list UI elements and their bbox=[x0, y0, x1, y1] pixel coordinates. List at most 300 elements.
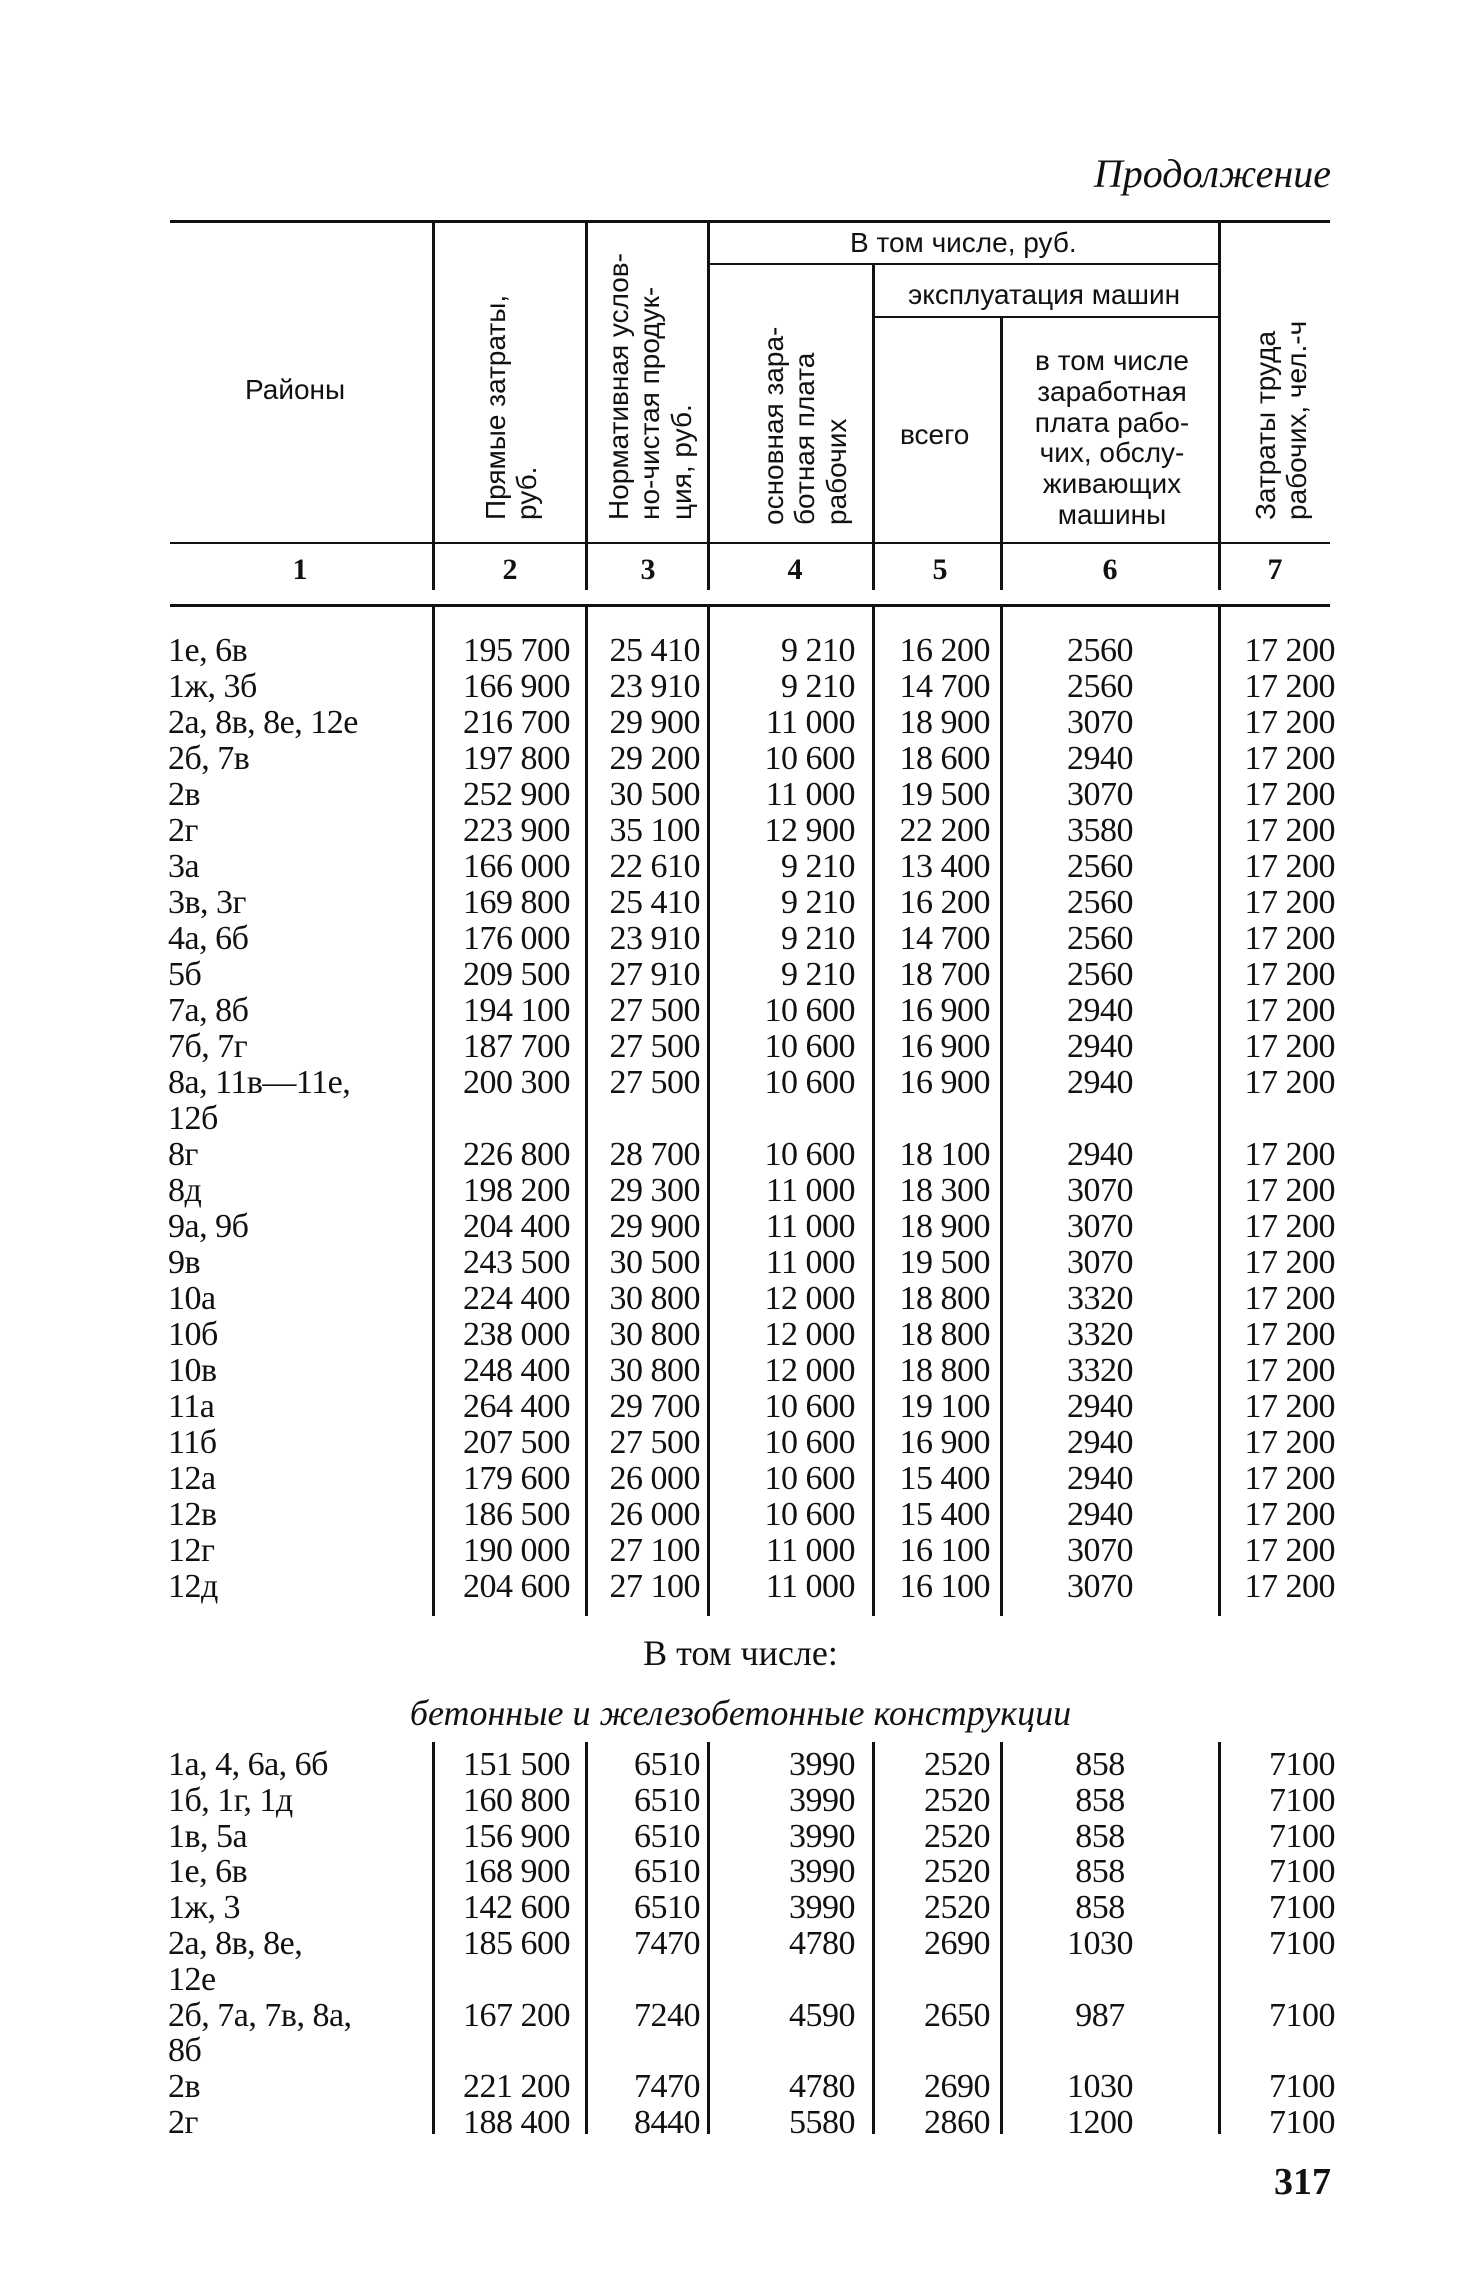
base-wage-cell: 4590 bbox=[789, 1996, 855, 2034]
normative-product-cell: 25 410 bbox=[609, 632, 700, 669]
district-cell: 5б bbox=[168, 956, 202, 993]
machine-total-cell: 18 800 bbox=[899, 1316, 990, 1353]
direct-costs-cell: 221 200 bbox=[463, 2068, 570, 2106]
machine-wage-cell: 858 bbox=[1075, 1853, 1125, 1891]
base-wage-cell: 11 000 bbox=[765, 704, 855, 741]
district-cell: 1а, 4, 6а, 6б bbox=[168, 1746, 328, 1783]
machine-wage-cell: 2940 bbox=[1067, 1424, 1133, 1461]
machine-wage-cell: 858 bbox=[1075, 1889, 1125, 1927]
labor-costs-cell: 17 200 bbox=[1244, 1388, 1335, 1425]
machine-wage-cell: 1030 bbox=[1067, 2068, 1133, 2106]
table-row bbox=[0, 1818, 1481, 1854]
labor-costs-cell: 17 200 bbox=[1244, 1028, 1335, 1065]
header-separator bbox=[432, 222, 435, 590]
base-wage-cell: 10 600 bbox=[764, 1424, 855, 1461]
machine-total-cell: 18 900 bbox=[899, 1208, 990, 1245]
table-row bbox=[0, 1100, 1481, 1136]
header-separator bbox=[1218, 222, 1221, 590]
subsection-title: В том числе: bbox=[643, 1633, 838, 1673]
labor-costs-cell: 17 200 bbox=[1244, 1316, 1335, 1353]
machine-wage-cell: 987 bbox=[1075, 1996, 1125, 2034]
table-row bbox=[0, 1496, 1481, 1532]
base-wage-cell: 9 210 bbox=[781, 668, 855, 705]
machine-total-cell: 2860 bbox=[924, 2104, 990, 2141]
labor-costs-cell: 17 200 bbox=[1244, 740, 1335, 777]
machine-wage-cell: 3070 bbox=[1067, 1172, 1133, 1209]
table-row bbox=[0, 632, 1481, 668]
base-wage-cell: 12 000 bbox=[764, 1280, 855, 1317]
machine-wage-cell: 858 bbox=[1075, 1781, 1125, 1819]
machine-wage-cell: 2560 bbox=[1067, 668, 1133, 705]
machine-total-cell: 14 700 bbox=[899, 668, 990, 705]
normative-product-cell: 29 900 bbox=[609, 1208, 700, 1245]
machine-wage-cell: 3070 bbox=[1067, 704, 1133, 741]
machine-wage-cell: 1030 bbox=[1067, 1925, 1133, 1962]
labor-costs-cell: 7100 bbox=[1269, 1746, 1335, 1783]
machine-total-cell: 19 500 bbox=[899, 1244, 990, 1281]
district-cell: 1е, 6в bbox=[168, 632, 248, 669]
machine-total-cell: 16 900 bbox=[899, 1028, 990, 1065]
machine-total-cell: 18 100 bbox=[899, 1136, 990, 1173]
machine-wage-cell: 3070 bbox=[1067, 1244, 1133, 1281]
base-wage-cell: 12 000 bbox=[764, 1352, 855, 1389]
table-row bbox=[0, 1280, 1481, 1316]
header-base-wage: основная зара- ботная плата рабочих bbox=[758, 326, 852, 525]
district-cell: 10а bbox=[168, 1280, 216, 1317]
district-cell: 1ж, 3 bbox=[168, 1889, 240, 1927]
machine-wage-cell: 3070 bbox=[1067, 776, 1133, 813]
normative-product-cell: 35 100 bbox=[609, 812, 700, 849]
header-bottom-rule bbox=[170, 542, 1330, 544]
table-top-rule bbox=[170, 220, 1330, 223]
machine-wage-cell: 2560 bbox=[1067, 632, 1133, 669]
labor-costs-cell: 7100 bbox=[1269, 1853, 1335, 1891]
direct-costs-cell: 209 500 bbox=[463, 956, 570, 993]
column-number: 2 bbox=[502, 553, 518, 586]
table-row bbox=[0, 2104, 1481, 2140]
district-cell: 12е bbox=[168, 1960, 216, 1998]
numbers-bottom-rule bbox=[170, 604, 1330, 607]
machine-total-cell: 16 900 bbox=[899, 992, 990, 1029]
direct-costs-cell: 151 500 bbox=[463, 1746, 570, 1783]
labor-costs-cell: 17 200 bbox=[1244, 1460, 1335, 1497]
direct-costs-cell: 197 800 bbox=[463, 740, 570, 777]
base-wage-cell: 10 600 bbox=[764, 992, 855, 1029]
machine-wage-cell: 3320 bbox=[1067, 1280, 1133, 1317]
district-cell: 3а bbox=[168, 848, 200, 885]
labor-costs-cell: 17 200 bbox=[1244, 956, 1335, 993]
normative-product-cell: 27 910 bbox=[609, 956, 700, 993]
district-cell: 12а bbox=[168, 1460, 216, 1497]
machine-wage-cell: 3320 bbox=[1067, 1352, 1133, 1389]
header-direct-costs: Прямые затраты, руб. bbox=[480, 294, 543, 520]
machine-total-cell: 2520 bbox=[924, 1746, 990, 1783]
normative-product-cell: 27 100 bbox=[609, 1568, 700, 1605]
direct-costs-cell: 195 700 bbox=[463, 632, 570, 669]
district-cell: 2б, 7в bbox=[168, 740, 250, 777]
district-cell: 1в, 5а bbox=[168, 1817, 248, 1855]
district-cell: 10б bbox=[168, 1316, 218, 1353]
machine-total-cell: 18 800 bbox=[899, 1280, 990, 1317]
table-row bbox=[0, 1352, 1481, 1388]
machine-total-cell: 19 100 bbox=[899, 1388, 990, 1425]
district-cell: 12б bbox=[168, 1100, 218, 1137]
table-row bbox=[0, 1316, 1481, 1352]
district-cell: 1ж, 3б bbox=[168, 668, 257, 705]
base-wage-cell: 9 210 bbox=[781, 632, 855, 669]
machine-wage-cell: 2940 bbox=[1067, 1496, 1133, 1533]
normative-product-cell: 26 000 bbox=[609, 1460, 700, 1497]
header-normative-product: Нормативная услов- но-чистая продук- ция, руб. bbox=[603, 253, 697, 520]
base-wage-cell: 10 600 bbox=[764, 1496, 855, 1533]
table-row bbox=[0, 1064, 1481, 1100]
table-row bbox=[0, 1172, 1481, 1208]
table-row bbox=[0, 1460, 1481, 1496]
district-cell: 11б bbox=[168, 1424, 217, 1461]
normative-product-cell: 30 500 bbox=[609, 1244, 700, 1281]
machine-total-cell: 2690 bbox=[924, 1925, 990, 1962]
district-cell: 12д bbox=[168, 1568, 218, 1605]
machine-total-cell: 16 900 bbox=[899, 1064, 990, 1101]
table-row bbox=[0, 1244, 1481, 1280]
machine-wage-cell: 2940 bbox=[1067, 1064, 1133, 1101]
machine-total-cell: 18 600 bbox=[899, 740, 990, 777]
machine-total-cell: 16 100 bbox=[899, 1568, 990, 1605]
machine-wage-cell: 3070 bbox=[1067, 1532, 1133, 1569]
district-cell: 9а, 9б bbox=[168, 1208, 249, 1245]
machine-wage-cell: 2940 bbox=[1067, 1028, 1133, 1065]
base-wage-cell: 9 210 bbox=[781, 956, 855, 993]
direct-costs-cell: 243 500 bbox=[463, 1244, 570, 1281]
normative-product-cell: 29 200 bbox=[609, 740, 700, 777]
table-row bbox=[0, 1532, 1481, 1568]
table-row bbox=[0, 812, 1481, 848]
table-row bbox=[0, 1961, 1481, 1997]
header-separator bbox=[585, 222, 588, 590]
labor-costs-cell: 17 200 bbox=[1244, 1064, 1335, 1101]
labor-costs-cell: 17 200 bbox=[1244, 992, 1335, 1029]
machine-wage-cell: 2940 bbox=[1067, 1136, 1133, 1173]
machine-total-cell: 14 700 bbox=[899, 920, 990, 957]
base-wage-cell: 9 210 bbox=[781, 848, 855, 885]
direct-costs-cell: 200 300 bbox=[463, 1064, 570, 1101]
direct-costs-cell: 169 800 bbox=[463, 884, 570, 921]
header-machine-operation: эксплуатация машин bbox=[908, 279, 1181, 310]
direct-costs-cell: 204 400 bbox=[463, 1208, 570, 1245]
table-row bbox=[0, 1889, 1481, 1925]
normative-product-cell: 30 800 bbox=[609, 1316, 700, 1353]
normative-product-cell: 27 500 bbox=[609, 1064, 700, 1101]
table-row bbox=[0, 1568, 1481, 1604]
direct-costs-cell: 224 400 bbox=[463, 1280, 570, 1317]
district-cell: 2а, 8в, 8е, 12е bbox=[168, 704, 358, 741]
machine-total-cell: 19 500 bbox=[899, 776, 990, 813]
base-wage-cell: 5580 bbox=[789, 2104, 855, 2141]
district-cell: 2а, 8в, 8е, bbox=[168, 1925, 303, 1962]
machine-total-cell: 16 200 bbox=[899, 884, 990, 921]
machine-total-cell: 2520 bbox=[924, 1781, 990, 1819]
direct-costs-cell: 207 500 bbox=[463, 1424, 570, 1461]
normative-product-cell: 29 700 bbox=[609, 1388, 700, 1425]
base-wage-cell: 10 600 bbox=[764, 1028, 855, 1065]
base-wage-cell: 10 600 bbox=[764, 1064, 855, 1101]
machine-total-cell: 2520 bbox=[924, 1889, 990, 1927]
subsection-subtitle: бетонные и железобетонные конструкции bbox=[409, 1693, 1072, 1733]
column-number: 1 bbox=[292, 553, 308, 586]
header-group: В том числе, руб. bbox=[850, 227, 1077, 258]
column-number: 4 bbox=[787, 553, 803, 586]
normative-product-cell: 8440 bbox=[634, 2104, 700, 2141]
base-wage-cell: 10 600 bbox=[764, 1136, 855, 1173]
labor-costs-cell: 17 200 bbox=[1244, 1208, 1335, 1245]
column-number: 7 bbox=[1267, 553, 1283, 586]
machine-total-cell: 18 900 bbox=[899, 704, 990, 741]
base-wage-cell: 9 210 bbox=[781, 884, 855, 921]
base-wage-cell: 9 210 bbox=[781, 920, 855, 957]
table-row bbox=[0, 1136, 1481, 1172]
machine-wage-cell: 2560 bbox=[1067, 920, 1133, 957]
direct-costs-cell: 166 000 bbox=[463, 848, 570, 885]
normative-product-cell: 26 000 bbox=[609, 1496, 700, 1533]
district-cell: 2б, 7а, 7в, 8а, bbox=[168, 1996, 352, 2034]
machine-total-cell: 22 200 bbox=[899, 812, 990, 849]
machine-wage-cell: 2560 bbox=[1067, 956, 1133, 993]
table-row bbox=[0, 1424, 1481, 1460]
machine-total-cell: 18 300 bbox=[899, 1172, 990, 1209]
direct-costs-cell: 204 600 bbox=[463, 1568, 570, 1605]
labor-costs-cell: 17 200 bbox=[1244, 920, 1335, 957]
table-row bbox=[0, 1782, 1481, 1818]
machine-total-cell: 16 200 bbox=[899, 632, 990, 669]
normative-product-cell: 22 610 bbox=[609, 848, 700, 885]
direct-costs-cell: 252 900 bbox=[463, 776, 570, 813]
normative-product-cell: 27 500 bbox=[609, 1424, 700, 1461]
machine-total-cell: 2520 bbox=[924, 1817, 990, 1855]
labor-costs-cell: 17 200 bbox=[1244, 884, 1335, 921]
labor-costs-cell: 7100 bbox=[1269, 2104, 1335, 2141]
labor-costs-cell: 17 200 bbox=[1244, 1136, 1335, 1173]
table-row bbox=[0, 2032, 1481, 2068]
direct-costs-cell: 187 700 bbox=[463, 1028, 570, 1065]
machine-wage-cell: 2940 bbox=[1067, 1388, 1133, 1425]
column-number: 6 bbox=[1102, 553, 1118, 586]
labor-costs-cell: 17 200 bbox=[1244, 632, 1335, 669]
table-row bbox=[0, 1028, 1481, 1064]
normative-product-cell: 29 300 bbox=[609, 1172, 700, 1209]
labor-costs-cell: 17 200 bbox=[1244, 1496, 1335, 1533]
district-cell: 2в bbox=[168, 2068, 201, 2106]
normative-product-cell: 6510 bbox=[634, 1853, 700, 1891]
base-wage-cell: 12 000 bbox=[764, 1316, 855, 1353]
labor-costs-cell: 17 200 bbox=[1244, 1244, 1335, 1281]
base-wage-cell: 10 600 bbox=[764, 1460, 855, 1497]
normative-product-cell: 7470 bbox=[634, 2068, 700, 2106]
header-machine-wage: в том числе заработная плата рабо- чих, обслу- живающих машины bbox=[1034, 345, 1190, 530]
header-separator bbox=[707, 222, 710, 590]
column-number: 5 bbox=[932, 553, 948, 586]
labor-costs-cell: 17 200 bbox=[1244, 848, 1335, 885]
normative-product-cell: 30 500 bbox=[609, 776, 700, 813]
normative-product-cell: 6510 bbox=[634, 1781, 700, 1819]
base-wage-cell: 11 000 bbox=[765, 1208, 855, 1245]
district-cell: 7а, 8б bbox=[168, 992, 249, 1029]
district-cell: 11а bbox=[168, 1388, 215, 1425]
normative-product-cell: 7240 bbox=[634, 1996, 700, 2034]
header-separator bbox=[1000, 318, 1003, 590]
normative-product-cell: 27 500 bbox=[609, 1028, 700, 1065]
table-row bbox=[0, 1388, 1481, 1424]
direct-costs-cell: 179 600 bbox=[463, 1460, 570, 1497]
base-wage-cell: 3990 bbox=[789, 1889, 855, 1927]
table-row bbox=[0, 2068, 1481, 2104]
normative-product-cell: 6510 bbox=[634, 1889, 700, 1927]
column-number: 3 bbox=[640, 553, 656, 586]
header-total: всего bbox=[900, 419, 970, 450]
machine-wage-cell: 3320 bbox=[1067, 1316, 1133, 1353]
direct-costs-cell: 186 500 bbox=[463, 1496, 570, 1533]
district-cell: 4а, 6б bbox=[168, 920, 249, 957]
table-row bbox=[0, 704, 1481, 740]
machine-total-cell: 16 100 bbox=[899, 1532, 990, 1569]
normative-product-cell: 30 800 bbox=[609, 1352, 700, 1389]
base-wage-cell: 3990 bbox=[789, 1746, 855, 1783]
table-row bbox=[0, 1208, 1481, 1244]
normative-product-cell: 6510 bbox=[634, 1817, 700, 1855]
direct-costs-cell: 168 900 bbox=[463, 1853, 570, 1891]
district-cell: 12г bbox=[168, 1532, 215, 1569]
direct-costs-cell: 194 100 bbox=[463, 992, 570, 1029]
labor-costs-cell: 17 200 bbox=[1244, 1568, 1335, 1605]
district-cell: 2г bbox=[168, 2104, 198, 2141]
table-row bbox=[0, 1746, 1481, 1782]
machine-total-cell: 18 800 bbox=[899, 1352, 990, 1389]
machine-total-cell: 16 900 bbox=[899, 1424, 990, 1461]
table-row bbox=[0, 1997, 1481, 2033]
district-cell: 8д bbox=[168, 1172, 202, 1209]
labor-costs-cell: 7100 bbox=[1269, 1889, 1335, 1927]
table-row bbox=[0, 920, 1481, 956]
table-row bbox=[0, 956, 1481, 992]
base-wage-cell: 11 000 bbox=[765, 1568, 855, 1605]
table-row bbox=[0, 992, 1481, 1028]
labor-costs-cell: 7100 bbox=[1269, 1925, 1335, 1962]
district-cell: 2в bbox=[168, 776, 201, 813]
machine-wage-cell: 3580 bbox=[1067, 812, 1133, 849]
base-wage-cell: 12 900 bbox=[764, 812, 855, 849]
table-row bbox=[0, 740, 1481, 776]
direct-costs-cell: 188 400 bbox=[463, 2104, 570, 2141]
normative-product-cell: 27 500 bbox=[609, 992, 700, 1029]
district-cell: 7б, 7г bbox=[168, 1028, 248, 1065]
machine-total-cell: 15 400 bbox=[899, 1460, 990, 1497]
machine-wage-cell: 858 bbox=[1075, 1746, 1125, 1783]
direct-costs-cell: 264 400 bbox=[463, 1388, 570, 1425]
district-cell: 9в bbox=[168, 1244, 201, 1281]
table-row bbox=[0, 1853, 1481, 1889]
machine-total-cell: 18 700 bbox=[899, 956, 990, 993]
labor-costs-cell: 7100 bbox=[1269, 1781, 1335, 1819]
district-cell: 8а, 11в—11е, bbox=[168, 1064, 351, 1101]
direct-costs-cell: 248 400 bbox=[463, 1352, 570, 1389]
district-cell: 12в bbox=[168, 1496, 217, 1533]
group2-rule bbox=[872, 316, 1218, 318]
labor-costs-cell: 17 200 bbox=[1244, 1532, 1335, 1569]
base-wage-cell: 11 000 bbox=[765, 1172, 855, 1209]
table-row bbox=[0, 776, 1481, 812]
header-districts: Районы bbox=[245, 374, 346, 405]
district-cell: 1б, 1г, 1д bbox=[168, 1781, 293, 1819]
machine-total-cell: 2650 bbox=[924, 1996, 990, 2034]
district-cell: 10в bbox=[168, 1352, 217, 1389]
base-wage-cell: 4780 bbox=[789, 1925, 855, 1962]
labor-costs-cell: 17 200 bbox=[1244, 776, 1335, 813]
base-wage-cell: 3990 bbox=[789, 1853, 855, 1891]
direct-costs-cell: 160 800 bbox=[463, 1781, 570, 1819]
labor-costs-cell: 17 200 bbox=[1244, 704, 1335, 741]
table-row bbox=[0, 668, 1481, 704]
table-row bbox=[0, 1925, 1481, 1961]
header-labor-costs: Затраты труда рабочих, чел.-ч bbox=[1250, 320, 1313, 520]
machine-wage-cell: 3070 bbox=[1067, 1568, 1133, 1605]
base-wage-cell: 3990 bbox=[789, 1781, 855, 1819]
labor-costs-cell: 17 200 bbox=[1244, 1172, 1335, 1209]
labor-costs-cell: 17 200 bbox=[1244, 668, 1335, 705]
direct-costs-cell: 167 200 bbox=[463, 1996, 570, 2034]
direct-costs-cell: 142 600 bbox=[463, 1889, 570, 1927]
labor-costs-cell: 17 200 bbox=[1244, 1280, 1335, 1317]
table-row bbox=[0, 884, 1481, 920]
base-wage-cell: 4780 bbox=[789, 2068, 855, 2106]
base-wage-cell: 3990 bbox=[789, 1817, 855, 1855]
labor-costs-cell: 7100 bbox=[1269, 1996, 1335, 2034]
labor-costs-cell: 17 200 bbox=[1244, 1352, 1335, 1389]
direct-costs-cell: 226 800 bbox=[463, 1136, 570, 1173]
district-cell: 8б bbox=[168, 2032, 202, 2070]
base-wage-cell: 11 000 bbox=[765, 1532, 855, 1569]
labor-costs-cell: 7100 bbox=[1269, 1817, 1335, 1855]
base-wage-cell: 10 600 bbox=[764, 740, 855, 777]
machine-wage-cell: 1200 bbox=[1067, 2104, 1133, 2141]
normative-product-cell: 27 100 bbox=[609, 1532, 700, 1569]
direct-costs-cell: 216 700 bbox=[463, 704, 570, 741]
normative-product-cell: 25 410 bbox=[609, 884, 700, 921]
labor-costs-cell: 7100 bbox=[1269, 2068, 1335, 2106]
base-wage-cell: 11 000 bbox=[765, 1244, 855, 1281]
base-wage-cell: 10 600 bbox=[764, 1388, 855, 1425]
table-row bbox=[0, 848, 1481, 884]
direct-costs-cell: 190 000 bbox=[463, 1532, 570, 1569]
machine-total-cell: 13 400 bbox=[899, 848, 990, 885]
machine-wage-cell: 2560 bbox=[1067, 884, 1133, 921]
direct-costs-cell: 238 000 bbox=[463, 1316, 570, 1353]
direct-costs-cell: 185 600 bbox=[463, 1925, 570, 1962]
district-cell: 8г bbox=[168, 1136, 198, 1173]
normative-product-cell: 23 910 bbox=[609, 668, 700, 705]
machine-total-cell: 2520 bbox=[924, 1853, 990, 1891]
labor-costs-cell: 17 200 bbox=[1244, 1424, 1335, 1461]
normative-product-cell: 30 800 bbox=[609, 1280, 700, 1317]
district-cell: 2г bbox=[168, 812, 198, 849]
normative-product-cell: 23 910 bbox=[609, 920, 700, 957]
machine-wage-cell: 2940 bbox=[1067, 1460, 1133, 1497]
group-rule bbox=[707, 263, 1218, 265]
machine-total-cell: 2690 bbox=[924, 2068, 990, 2106]
normative-product-cell: 29 900 bbox=[609, 704, 700, 741]
direct-costs-cell: 156 900 bbox=[463, 1817, 570, 1855]
direct-costs-cell: 176 000 bbox=[463, 920, 570, 957]
machine-wage-cell: 3070 bbox=[1067, 1208, 1133, 1245]
machine-total-cell: 15 400 bbox=[899, 1496, 990, 1533]
